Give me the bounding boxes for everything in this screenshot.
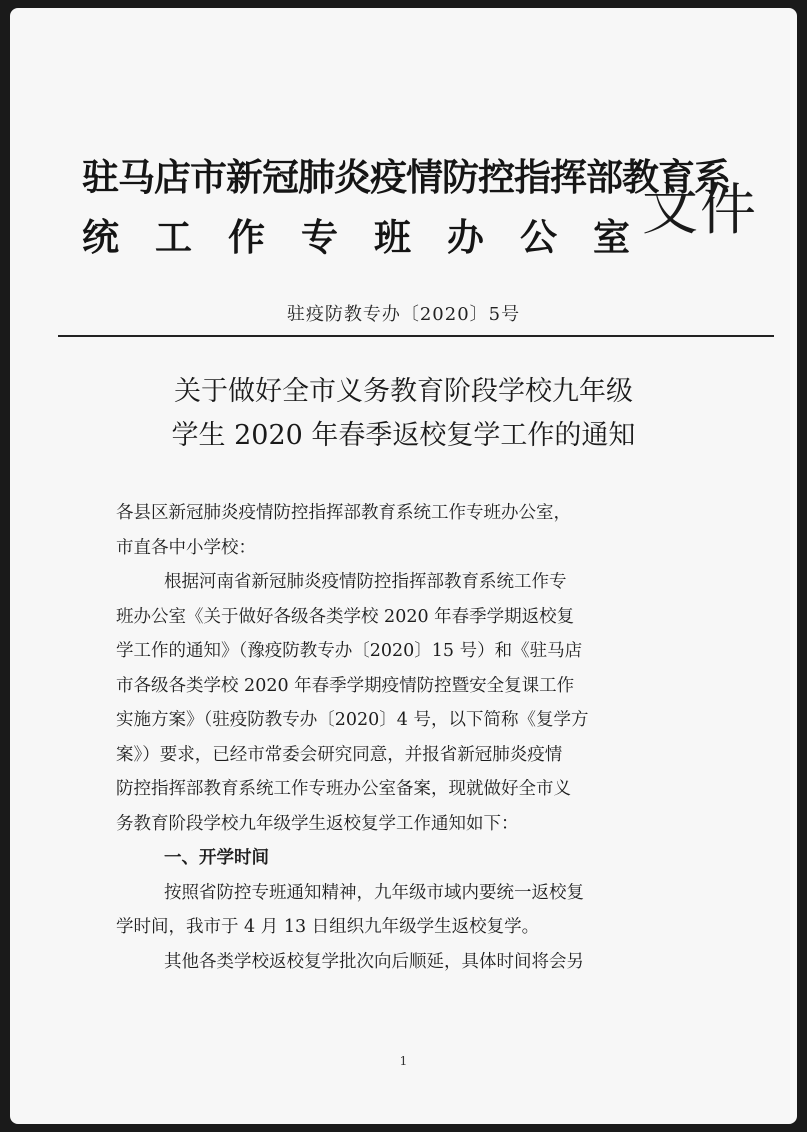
- body-line: 其他各类学校返校复学批次向后顺延，具体时间将会另: [164, 951, 584, 972]
- body-line: 按照省防控专班通知精神，九年级市域内要统一返校复: [164, 882, 584, 903]
- header-divider: [58, 335, 774, 337]
- body-line: 市各级各类学校 2020 年春季学期疫情防控暨安全复课工作: [116, 675, 575, 696]
- section-heading: 一、开学时间: [164, 848, 269, 868]
- body-line: 班办公室《关于做好各级各类学校 2020 年春季学期返校复: [116, 606, 575, 627]
- header-char: 统: [82, 216, 119, 259]
- body-line: 学时间，我市于 4 月 13 日组织九年级学生返校复学。: [116, 917, 540, 937]
- header-char: 公: [520, 216, 557, 259]
- document-body: [116, 496, 716, 979]
- body-line: 实施方案》（驻疫防教专办〔2020〕4 号，以下简称《复学方: [116, 710, 589, 730]
- header-line-1: 驻马店市新冠肺炎疫情防控指挥部教育系: [82, 156, 730, 199]
- body-line: 各县区新冠肺炎疫情防控指挥部教育系统工作专班办公室，: [116, 503, 571, 523]
- header-char: 作: [228, 216, 265, 259]
- document-number: 驻疫防教专办〔2020〕5号: [286, 304, 521, 325]
- header-char: 室: [593, 216, 630, 259]
- body-line: 学工作的通知》（豫疫防教专办〔2020〕15 号）和《驻马店: [116, 641, 583, 661]
- body-line: 防控指挥部教育系统工作专班办公室备案，现就做好全市义: [116, 779, 571, 799]
- document-mark: 文件: [642, 178, 758, 243]
- document-title: [10, 370, 797, 458]
- header-char: 办: [447, 216, 484, 259]
- title-line-2: 学生 2020 年春季返校复学工作的通知: [171, 420, 636, 451]
- body-line: 务教育阶段学校九年级学生返校复学工作通知如下：: [116, 813, 519, 834]
- body-line: 案》）要求，已经市常委会研究同意，并报省新冠肺炎疫情: [116, 744, 563, 765]
- title-line-1: 关于做好全市义务教育阶段学校九年级: [174, 376, 633, 407]
- body-line: 市直各中小学校：: [116, 537, 256, 558]
- document-page: [10, 8, 797, 1124]
- body-line: 根据河南省新冠肺炎疫情防控指挥部教育系统工作专: [164, 572, 567, 592]
- header-char: 工: [155, 216, 192, 259]
- header-char: 专: [301, 216, 338, 259]
- header-line-2: [82, 208, 630, 268]
- page-number: 1: [399, 1054, 408, 1068]
- header-char: 班: [374, 216, 411, 259]
